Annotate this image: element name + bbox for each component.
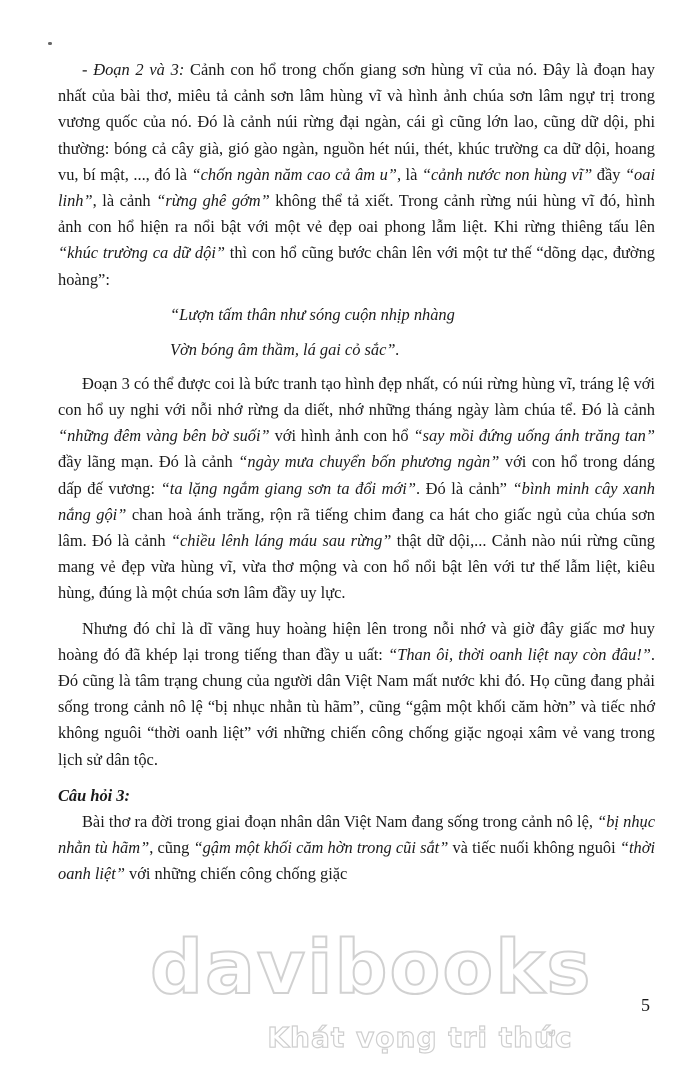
text-run: . Đó là cảnh” <box>415 478 513 498</box>
paragraph-2 <box>58 371 655 607</box>
text-run: đầy <box>592 164 625 184</box>
text-run: Cảnh con hổ trong chốn giang sơn hùng vĩ của nó. Đây là đoạn hay nhất của bài thơ, miêu tả cảnh sơn lâm hùng vĩ và hình ảnh chúa sơn lâm ngự trị trong vương quốc của nó. Đó là cảnh núi rừng đại ngàn, cái gì cũng lớn lao, cũng dữ dội, phi thường: bóng cả cây già, gió gào ngàn, nguồn hét núi, thét, khúc trường ca dữ dội, hoang vu, bí mật, ..., đó là <box>58 60 655 184</box>
text-run: với hình ảnh con hổ <box>269 426 414 446</box>
watermark <box>150 925 593 1075</box>
text-run: . Đó cũng là tâm trạng chung của người dân Việt Nam mất nước khi đó. Họ cũng đang phải sống trong cảnh nô lệ “bị nhục nhằn tù hãm”, cũng “gậm một khối căm hờn” và tiếc nhớ không nguôi “thời oanh liệt” với những chiến công chống giặc ngoại xâm vẻ vang trong lịch sử dân tộc. <box>58 644 655 769</box>
quote: “ta lặng ngắm giang sơn ta đổi mới” <box>160 478 416 498</box>
watermark-brand: davibooks <box>150 925 593 1011</box>
quote: “chiều lênh láng máu sau rừng” <box>170 531 392 551</box>
paragraph-4 <box>58 809 655 888</box>
poem-line-2: Vờn bóng âm thầm, lá gai cỏ sắc”. <box>170 339 400 359</box>
quote: “khúc trường ca dữ dội” <box>58 243 225 263</box>
text-run: và tiếc nuối không nguôi <box>448 838 620 858</box>
text-run: Nhưng đó chỉ là dĩ vãng huy hoàng hiện lên trong nỗi nhớ và giờ đây giấc mơ huy hoàng đó đã khép lại trong tiếng than đầy u uất: <box>58 618 655 664</box>
poem-quote <box>58 297 655 367</box>
quote: “gậm một khối căm hờn trong cũi sắt” <box>193 838 449 858</box>
lead-italic: - Đoạn 2 và 3: <box>82 60 185 79</box>
quote: “rừng ghê gớm” <box>156 191 270 211</box>
text-run: không thể tả xiết. Trong cảnh rừng núi hùng vĩ đó, hình ảnh con hổ hiện ra nổi bật với một vẻ đẹp oai phong lẫm liệt. Khi rừng thiêng tấu lên <box>58 191 655 237</box>
text-run: đầy lãng mạn. Đó là cảnh <box>58 452 239 472</box>
quote: “oai linh” <box>58 164 655 211</box>
quote: “bị nhục nhằn tù hãm” <box>58 812 655 858</box>
quote: “bình minh cây xanh nắng gội” <box>58 478 656 524</box>
text-run: thật dữ dội,... Cảnh nào núi rừng cũng mang vẻ đẹp vừa hùng vĩ, vừa thơ mộng và con hổ nổi bật lên với tư thế lẫm liệt, kiêu hùng, đúng là một chúa sơn lâm đầy uy lực. <box>58 531 656 603</box>
quote: “ngày mưa chuyển bốn phương ngàn” <box>238 452 500 472</box>
text-run: chan hoà ánh trăng, rộn rã tiếng chim đang ca hát cho giấc ngủ của chúa sơn lâm. Đó là cảnh <box>58 504 655 551</box>
section-heading: Câu hỏi 3: <box>58 785 130 805</box>
quote: “cảnh nước non hùng vĩ” <box>421 164 593 184</box>
text-run: , cũng <box>149 838 194 858</box>
paragraph-1 <box>58 57 655 293</box>
quote: “những đêm vàng bên bờ suối” <box>58 426 270 446</box>
text-run: , là <box>396 164 422 184</box>
text-run: với những chiến công chống giặc <box>124 864 348 884</box>
text-run: thì con hổ cũng bước chân lên với một tư thế “dõng dạc, đường hoàng”: <box>58 243 655 289</box>
quote: “Than ôi, thời oanh liệt nay còn đâu!” <box>388 644 651 664</box>
body-text <box>58 57 655 888</box>
page-number: 5 <box>641 995 650 1015</box>
text-run: Đoạn 3 có thể được coi là bức tranh tạo hình đẹp nhất, có núi rừng hùng vĩ, tráng lệ với con hổ uy nghi với nỗi nhớ rừng da diết, nhớ những tháng ngày làm chúa tể. Đó là cảnh <box>58 373 655 420</box>
text-run: , là cảnh <box>92 191 157 211</box>
paragraph-3 <box>58 616 655 773</box>
text-run: Bài thơ ra đời trong giai đoạn nhân dân Việt Nam đang sống trong cảnh nô lệ, <box>82 812 598 832</box>
quote: “thời oanh liệt” <box>58 838 656 884</box>
quote: “chốn ngàn năm cao cả âm u” <box>191 164 397 184</box>
poem-line-1: “Lượn tấm thân như sóng cuộn nhịp nhàng <box>170 304 455 324</box>
quote: “say mồi đứng uống ánh trăng tan” <box>413 426 655 446</box>
scan-speck <box>48 42 52 45</box>
text-run: với con hổ trong dáng dấp đế vương: <box>58 452 655 498</box>
watermark-slogan: Khát vọng tri thức <box>267 1021 573 1054</box>
